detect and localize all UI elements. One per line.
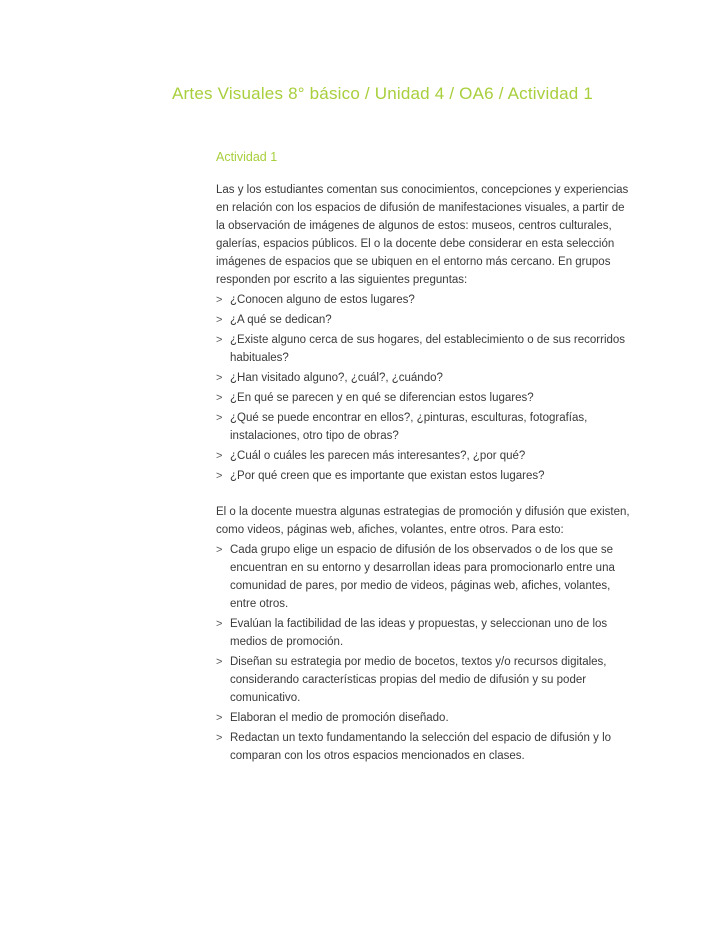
chevron-right-icon: > <box>216 544 223 556</box>
step-list <box>216 541 636 765</box>
chevron-right-icon: > <box>216 314 223 326</box>
second-intro: El o la docente muestra algunas estrategias de promoción y difusión que existen, como videos, páginas web, afiches, volantes, entre otros. Para esto: <box>216 506 630 536</box>
list-item: > ¿En qué se parecen y en qué se diferencian estos lugares? <box>216 389 636 407</box>
list-item: > Diseñan su estrategia por medio de bocetos, textos y/o recursos digitales, considerando características propias del medio de difusión y su poder comunicativo. <box>216 653 636 707</box>
list-item: > Evalúan la factibilidad de las ideas y propuestas, y seleccionan uno de los medios de promoción. <box>216 615 636 651</box>
chevron-right-icon: > <box>216 412 223 424</box>
activity-section <box>216 150 636 767</box>
activity-intro: Las y los estudiantes comentan sus conocimientos, concepciones y experiencias en relación con los espacios de difusión de manifestaciones visuales, a partir de la observación de imágenes de algunos de estos: museos, centros culturales, galerías, espacios públicos. El o la docente debe considerar en esta selección imágenes de espacios que se ubiquen en el entorno más cercano. En grupos responden por escrito a las siguientes preguntas: <box>216 184 629 286</box>
list-item: > ¿Han visitado alguno?, ¿cuál?, ¿cuándo? <box>216 369 636 387</box>
question-list <box>216 291 636 485</box>
chevron-right-icon: > <box>216 334 223 346</box>
list-item: > ¿Por qué creen que es importante que existan estos lugares? <box>216 467 636 485</box>
chevron-right-icon: > <box>216 732 223 744</box>
chevron-right-icon: > <box>216 470 223 482</box>
chevron-right-icon: > <box>216 392 223 404</box>
page-title: Artes Visuales 8° básico / Unidad 4 / OA6 / Actividad 1 <box>172 84 593 103</box>
chevron-right-icon: > <box>216 294 223 306</box>
chevron-right-icon: > <box>216 372 223 384</box>
chevron-right-icon: > <box>216 656 223 668</box>
chevron-right-icon: > <box>216 712 223 724</box>
list-item: > Redactan un texto fundamentando la selección del espacio de difusión y lo comparan con los otros espacios mencionados en clases. <box>216 729 636 765</box>
list-item: > ¿Qué se puede encontrar en ellos?, ¿pinturas, esculturas, fotografías, instalaciones, otro tipo de obras? <box>216 409 636 445</box>
activity-title: Actividad 1 <box>216 150 278 164</box>
list-item: > ¿Conocen alguno de estos lugares? <box>216 291 636 309</box>
chevron-right-icon: > <box>216 450 223 462</box>
list-item: > Cada grupo elige un espacio de difusión de los observados o de los que se encuentran en su entorno y desarrollan ideas para promocionarlo entre una comunidad de pares, por medio de videos, páginas web, afiches, volantes, entre otros. <box>216 541 636 613</box>
list-item: > ¿Cuál o cuáles les parecen más interesantes?, ¿por qué? <box>216 447 636 465</box>
list-item: > Elaboran el medio de promoción diseñado. <box>216 709 636 727</box>
list-item: > ¿Existe alguno cerca de sus hogares, del establecimiento o de sus recorridos habituales? <box>216 331 636 367</box>
list-item: > ¿A qué se dedican? <box>216 311 636 329</box>
chevron-right-icon: > <box>216 618 223 630</box>
